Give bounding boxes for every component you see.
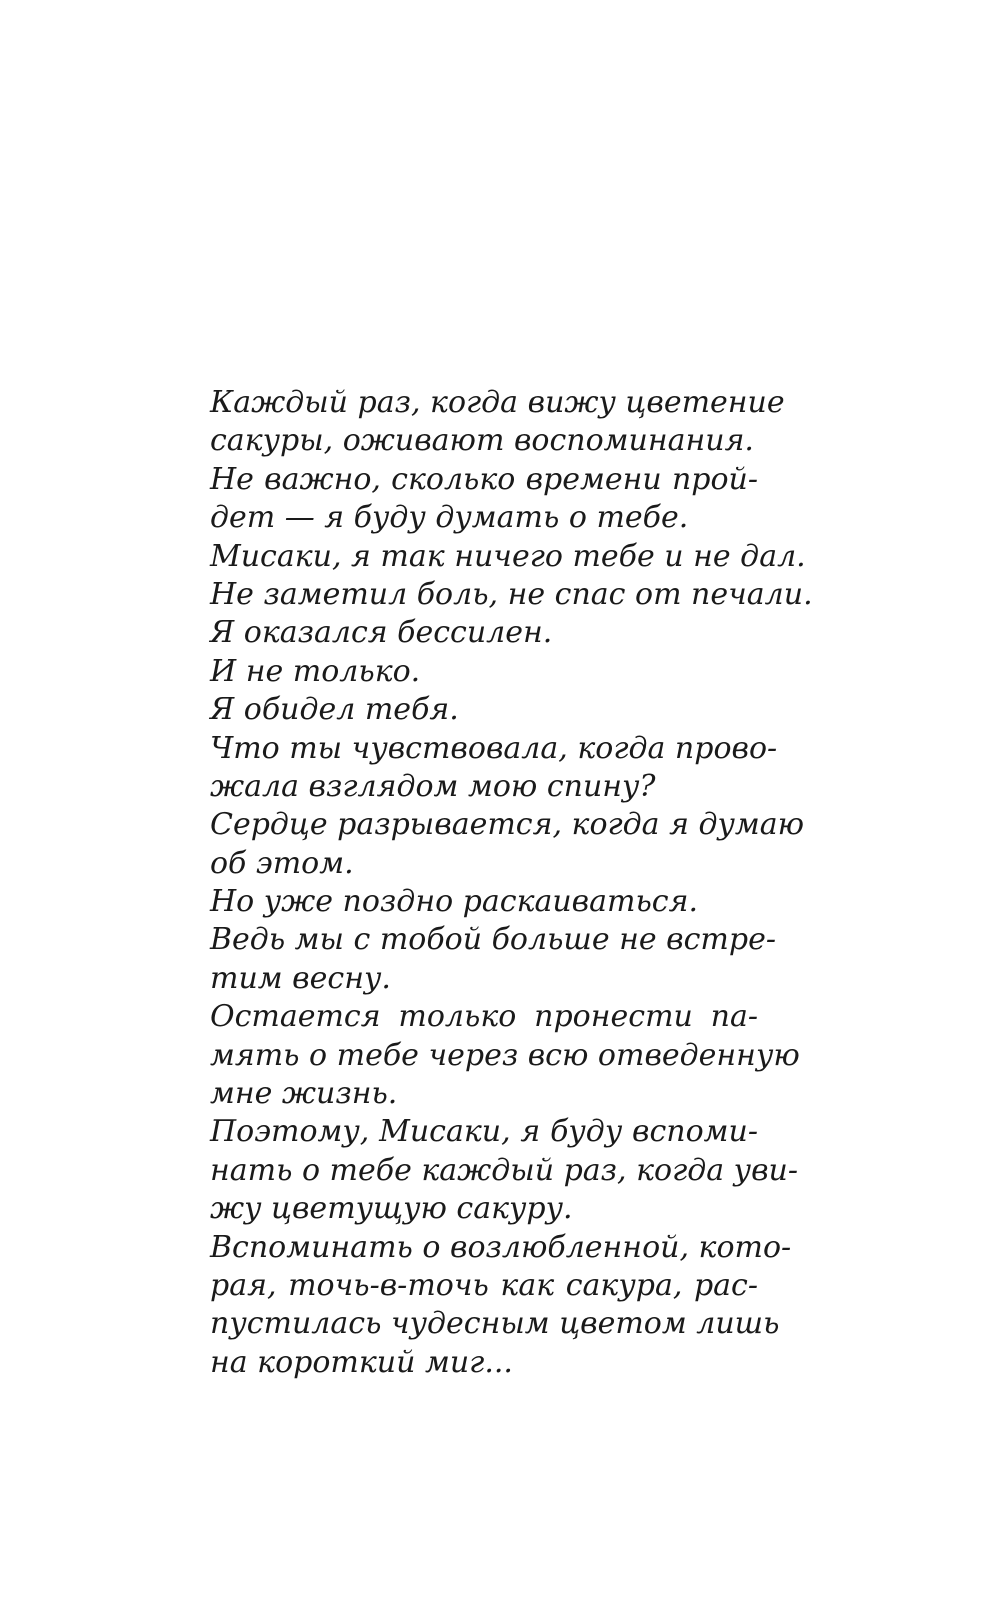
text-line: Сердце разрывается, когда я думаю — [210, 807, 805, 843]
text-line: мне жизнь. — [210, 1076, 398, 1112]
text-line: мять о тебе через всю отведенную — [210, 1037, 800, 1073]
text-line: И не только. — [210, 653, 421, 689]
text-line: об этом. — [210, 845, 354, 881]
text-line: жала взглядом мою спину? — [210, 768, 656, 804]
text-line: Каждый раз, когда вижу цветение — [210, 385, 785, 420]
text-line: рая, точь-в-точь как сакура, рас- — [210, 1267, 758, 1303]
text-line: Не важно, сколько времени прой- — [210, 461, 758, 497]
poem-text-block — [210, 384, 813, 1382]
text-line: жу цветущую сакуру. — [210, 1191, 573, 1227]
text-line: Не заметил боль, не спас от печали. — [210, 576, 813, 612]
text-line: дет — я буду думать о тебе. — [210, 500, 689, 536]
text-line: сакуры, оживают воспоминания. — [210, 423, 754, 459]
text-line: тим весну. — [210, 960, 391, 996]
text-line: пустилась чудесным цветом лишь — [210, 1306, 780, 1342]
text-line: Я оказался бессилен. — [210, 615, 553, 651]
text-line: Что ты чувствовала, когда прово- — [210, 730, 778, 766]
text-line: Но уже поздно раскаиваться. — [210, 884, 699, 920]
text-line: Вспоминать о возлюбленной, кото- — [210, 1229, 792, 1265]
text-line: Я обидел тебя. — [210, 692, 459, 728]
text-line: Остается только пронести па- — [210, 999, 758, 1035]
text-line: Мисаки, я так ничего тебе и не дал. — [210, 538, 806, 574]
text-line: Поэтому, Мисаки, я буду вспоми- — [210, 1114, 758, 1150]
text-line: на короткий миг... — [210, 1344, 513, 1380]
text-line: нать о тебе каждый раз, когда уви- — [210, 1152, 798, 1188]
text-line: Ведь мы с тобой больше не встре- — [210, 922, 776, 958]
